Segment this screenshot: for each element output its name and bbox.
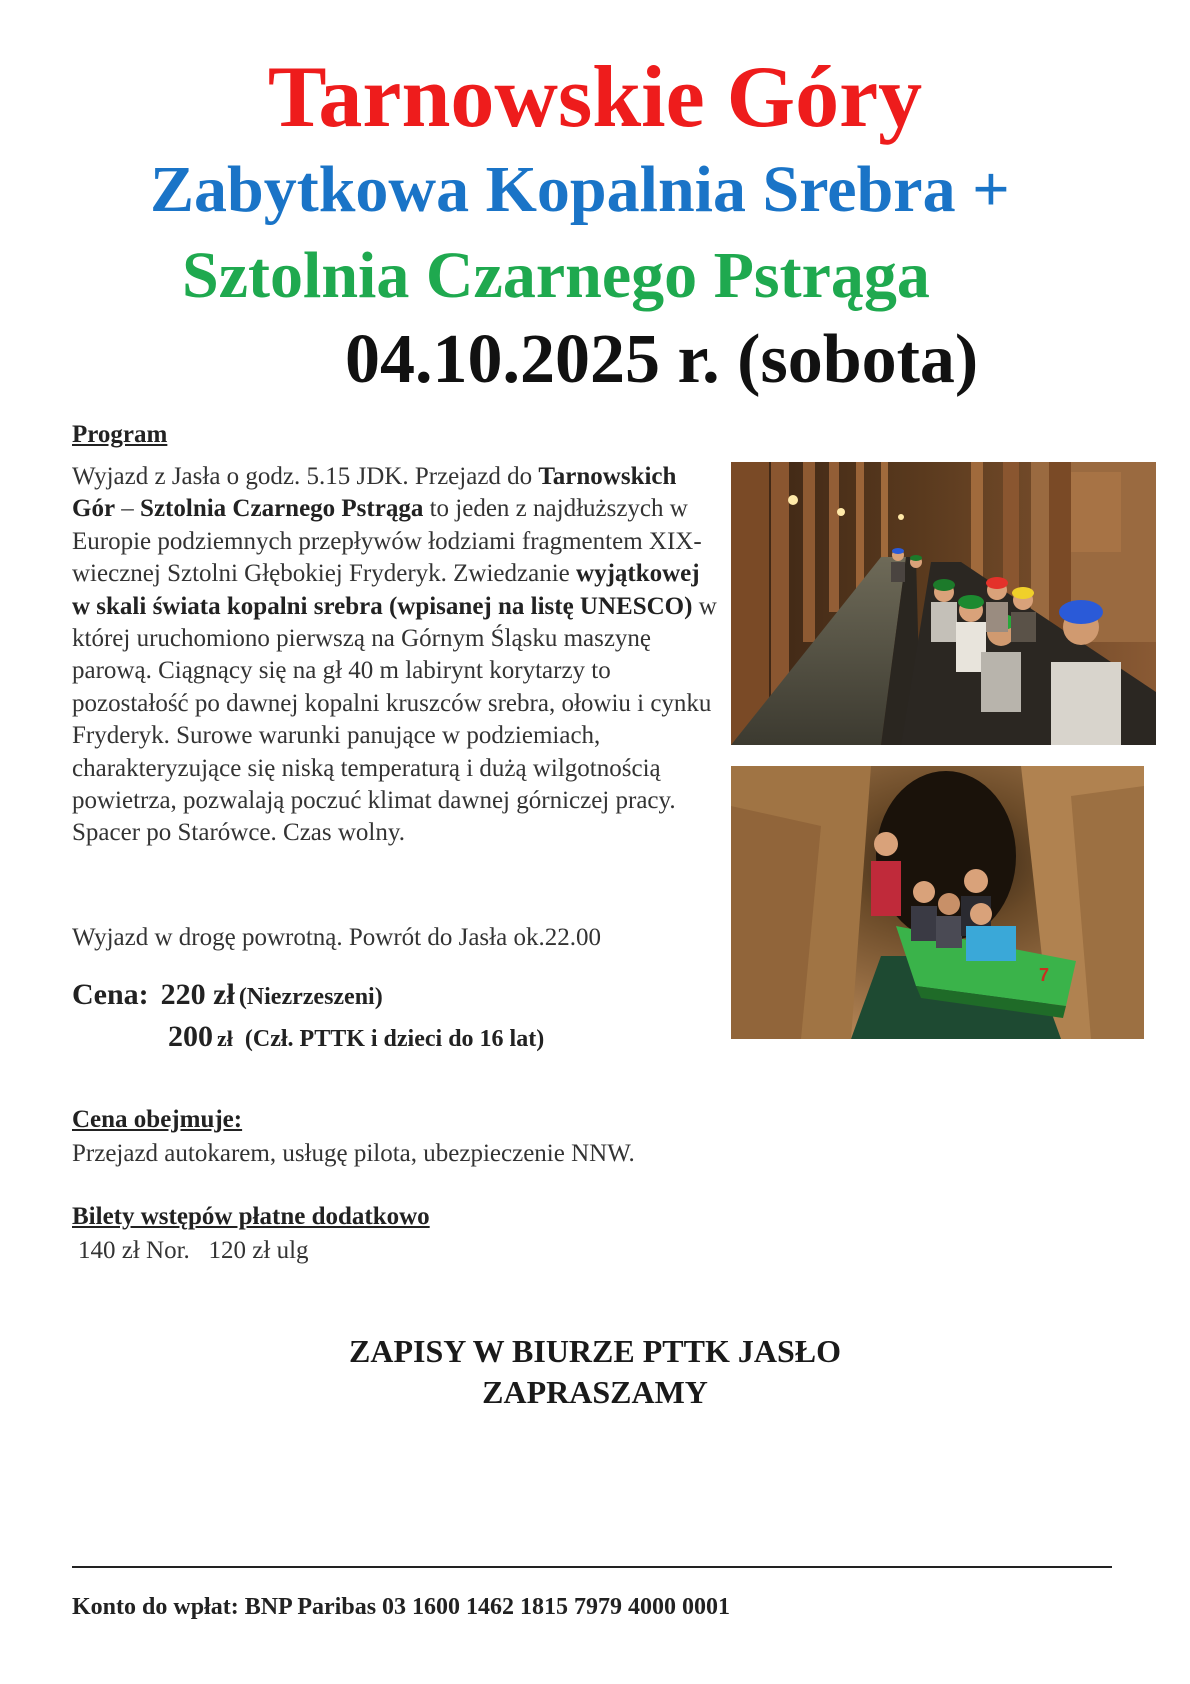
program-bold-destination: Tarnowskich Gór xyxy=(72,463,677,523)
includes-text: Przejazd autokarem, usługę pilota, ubezpieczenie NNW. xyxy=(72,1140,635,1167)
trip-date: 04.10.2025 r. (sobota) xyxy=(345,321,979,398)
invitation: ZAPRASZAMY xyxy=(482,1374,708,1410)
page-title: Tarnowskie Góry xyxy=(267,49,923,146)
program-text-part: Wyjazd z Jasła o godz. 5.15 JDK. Przejazd do xyxy=(72,463,539,490)
program-heading: Program xyxy=(72,421,168,448)
price-regular-note: (Niezrzeszeni) xyxy=(238,984,383,1010)
program-text-part: w której uruchomiono pierwszą na Górnym Śląsku maszynę parową. Ciągnący się na gł 40 m labirynt korytarzy to pozostałość po dawnej kopalni kruszców srebra, ołowiu i cynku Fryderyk. Surowe warunki panujące w podziemiach, charakteryzujące się niską temperaturą i dużą wilgotnością powietrza, pozwalają poczuć klimat dawnej górniczej pracy. Spacer po Starówce. Czas wolny. xyxy=(72,592,717,847)
price-label: Cena: xyxy=(72,978,149,1011)
price-member-note: (Czł. PTTK i dzieci do 16 lat) xyxy=(244,1026,545,1052)
includes-heading: Cena obejmuje: xyxy=(72,1106,243,1133)
subtitle-black-trout-adit: Sztolnia Czarnego Pstrąga xyxy=(182,239,930,312)
subtitle-silver-mine: Zabytkowa Kopalnia Srebra + xyxy=(150,153,1010,226)
tickets-heading: Bilety wstępów płatne dodatkowo xyxy=(72,1203,430,1230)
signup-info: ZAPISY W BIURZE PTTK JASŁO xyxy=(349,1333,841,1369)
mine-tunnel-tourists-photo xyxy=(731,462,1156,745)
footer-divider xyxy=(72,1566,1112,1568)
price-member-unit: zł xyxy=(217,1026,233,1051)
return-info: Wyjazd w drogę powrotną. Powrót do Jasła ok.22.00 xyxy=(72,924,601,951)
program-text xyxy=(72,461,722,850)
program-bold-unesco: wyjątkowej w skali świata kopalni srebra (wpisanej na listę UNESCO) xyxy=(72,560,700,620)
price-regular: 220 zł xyxy=(160,978,235,1011)
program-text-part: to jeden z najdłuższych w Europie podziemnych przepływów łodziami fragmentem XIX-wiecznej Sztolni Głębokiej Fryderyk. Zwiedzanie xyxy=(72,495,702,588)
boat-in-tunnel-photo xyxy=(731,766,1144,1039)
program-bold-adit: Sztolnia Czarnego Pstrąga xyxy=(140,495,424,523)
tickets-text: 140 zł Nor. 120 zł ulg xyxy=(78,1237,309,1264)
bank-account: Konto do wpłat: BNP Paribas 03 1600 1462 1815 7979 4000 0001 xyxy=(72,1594,731,1620)
boat-number: 7 xyxy=(1039,965,1050,985)
price-member-amount: 200 xyxy=(168,1020,213,1053)
price-line-regular xyxy=(72,978,383,1012)
price-line-member xyxy=(168,1020,544,1054)
program-text-part: – xyxy=(115,495,141,523)
